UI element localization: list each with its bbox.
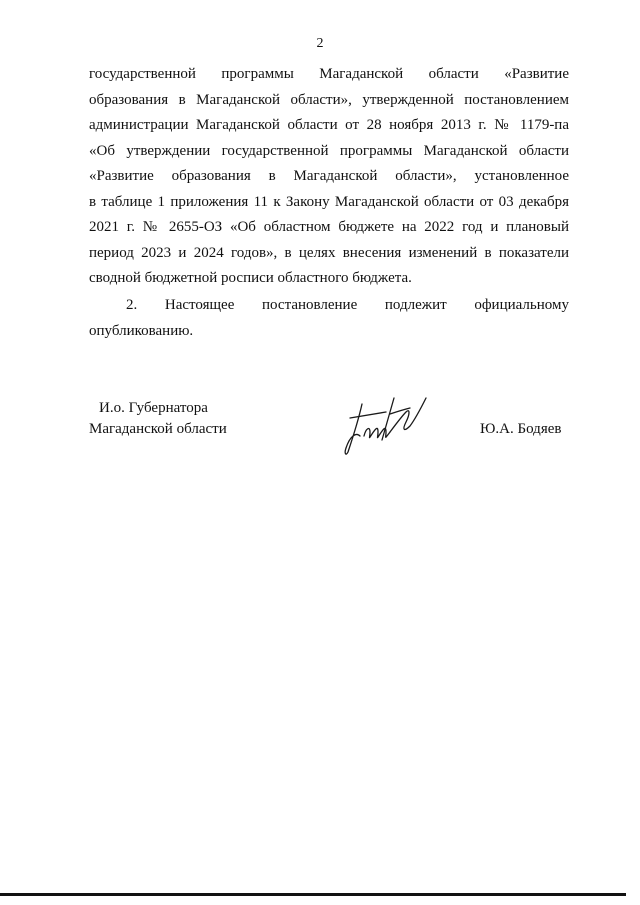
paragraph-line: «Об утверждении государственной программы Магаданской области (89, 142, 569, 159)
paragraph-line: «Развитие образования в Магаданской области», установленное (89, 168, 569, 184)
paragraph-line: сводной бюджетной росписи областного бюджета. (89, 270, 412, 286)
paragraph-line: период 2023 и 2024 годов», в целях внесения изменений в показатели (89, 244, 569, 261)
bottom-divider (0, 893, 626, 896)
signature-icon (340, 392, 440, 458)
paragraph-line: 2. Настоящее постановление подлежит официальному (126, 297, 569, 313)
paragraph-line: в таблице 1 приложения 11 к Закону Магаданской области от 03 декабря (89, 193, 569, 210)
main-paragraph (89, 62, 569, 292)
page-number: 2 (316, 36, 324, 51)
signer-name: Ю.А. Бодяев (480, 421, 562, 437)
paragraph-line: государственной программы Магаданской области «Развитие (89, 66, 569, 82)
paragraph-line: образования в Магаданской области», утвержденной постановлением (89, 91, 569, 108)
signer-position: И.о. Губернатора (99, 400, 208, 416)
publication-paragraph (89, 293, 569, 344)
paragraph-line: опубликованию. (89, 322, 194, 339)
signer-region: Магаданской области (89, 421, 227, 437)
signer-title (89, 398, 227, 440)
paragraph-line: 2021 г. № 2655-ОЗ «Об областном бюджете на 2022 год и плановый (89, 219, 569, 235)
paragraph-line: администрации Магаданской области от 28 ноября 2013 г. № 1179-па (89, 117, 569, 133)
